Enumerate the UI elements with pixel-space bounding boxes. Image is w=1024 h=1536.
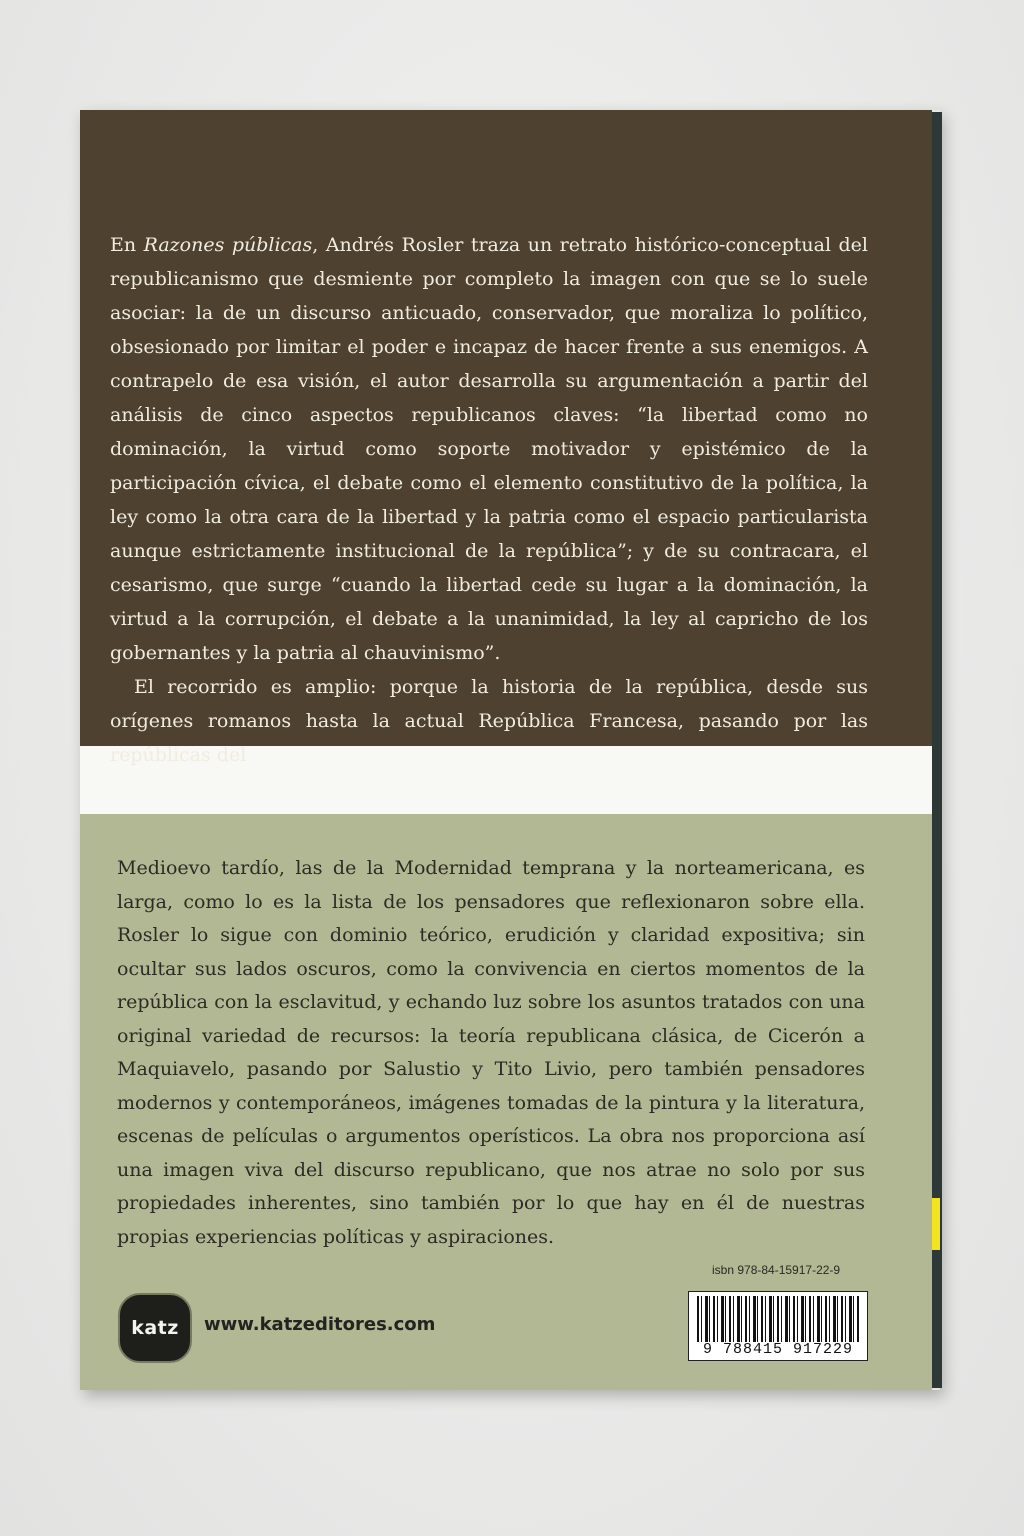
- blurb-top-paragraph-1: [110, 228, 868, 670]
- blurb-top-paragraph-2: El recorrido es amplio: porque la historia de la república, desde sus orígenes romanos hasta la actual República Francesa, pasando por las repúblicas del: [110, 676, 868, 766]
- book-spine-edge: [932, 112, 942, 1388]
- barcode-digits: 9 788415 917229: [702, 1341, 854, 1358]
- barcode: [688, 1291, 868, 1361]
- blurb-text: En: [110, 234, 144, 256]
- blurb-bottom: [117, 852, 865, 1254]
- blurb-bottom-paragraph: Medioevo tardío, las de la Modernidad temprana y la norteamericana, es larga, como lo es la lista de los pensadores que reflexionaron sobre ella. Rosler lo sigue con dominio teórico, erudición y claridad expositiva; sin ocultar sus lados oscuros, como la convivencia en ciertos momentos de la república con la esclavitud, y echando luz sobre los asuntos tratados con una original variedad de recursos: la teoría republicana clásica, de Cicerón a Maquiavelo, pasando por Salustio y Tito Livio, pero también pensadores modernos y contemporáneos, imágenes tomadas de la pintura y la literatura, escenas de películas o argumentos operísticos. La obra nos proporciona así una imagen viva del discurso republicano, que nos atrae no solo por sus propiedades inherentes, sino también por lo que hay en él de nuestras propias experiencias políticas y aspiraciones.: [117, 857, 865, 1248]
- publisher-logo-text: katz: [131, 1317, 179, 1339]
- isbn-label: isbn 978-84-15917-22-9: [712, 1263, 841, 1277]
- barcode-bars: [697, 1296, 859, 1342]
- blurb-top: [110, 228, 868, 772]
- publisher-logo: [118, 1293, 192, 1363]
- book-title-italic: Razones públicas: [143, 234, 313, 256]
- publisher-url: www.katzeditores.com: [204, 1314, 436, 1335]
- spine-yellow-accent: [932, 1198, 940, 1250]
- blurb-text: , Andrés Rosler traza un retrato histórico-conceptual del republicanismo que desmiente por completo la imagen con que se lo suele asociar: la de un discurso anticuado, conservador, que moraliza lo político, obsesionado por limitar el poder e incapaz de hacer frente a sus enemigos. A contrapelo de esa visión, el autor desarrolla su argumentación a partir del análisis de cinco aspectos republicanos claves: “la libertad como no dominación, la virtud como soporte motivador y epistémico de la participación cívica, el debate como el elemento constitutivo de la política, la ley como la otra cara de la libertad y la patria como el espacio particularista aunque estrictamente institucional de la república”; y de su contracara, el cesarismo, que surge “cuando la libertad cede su lugar a la dominación, la virtud a la corrupción, el debate a la unanimidad, la ley al capricho de los gobernantes y la patria al chauvinismo”.: [110, 234, 868, 664]
